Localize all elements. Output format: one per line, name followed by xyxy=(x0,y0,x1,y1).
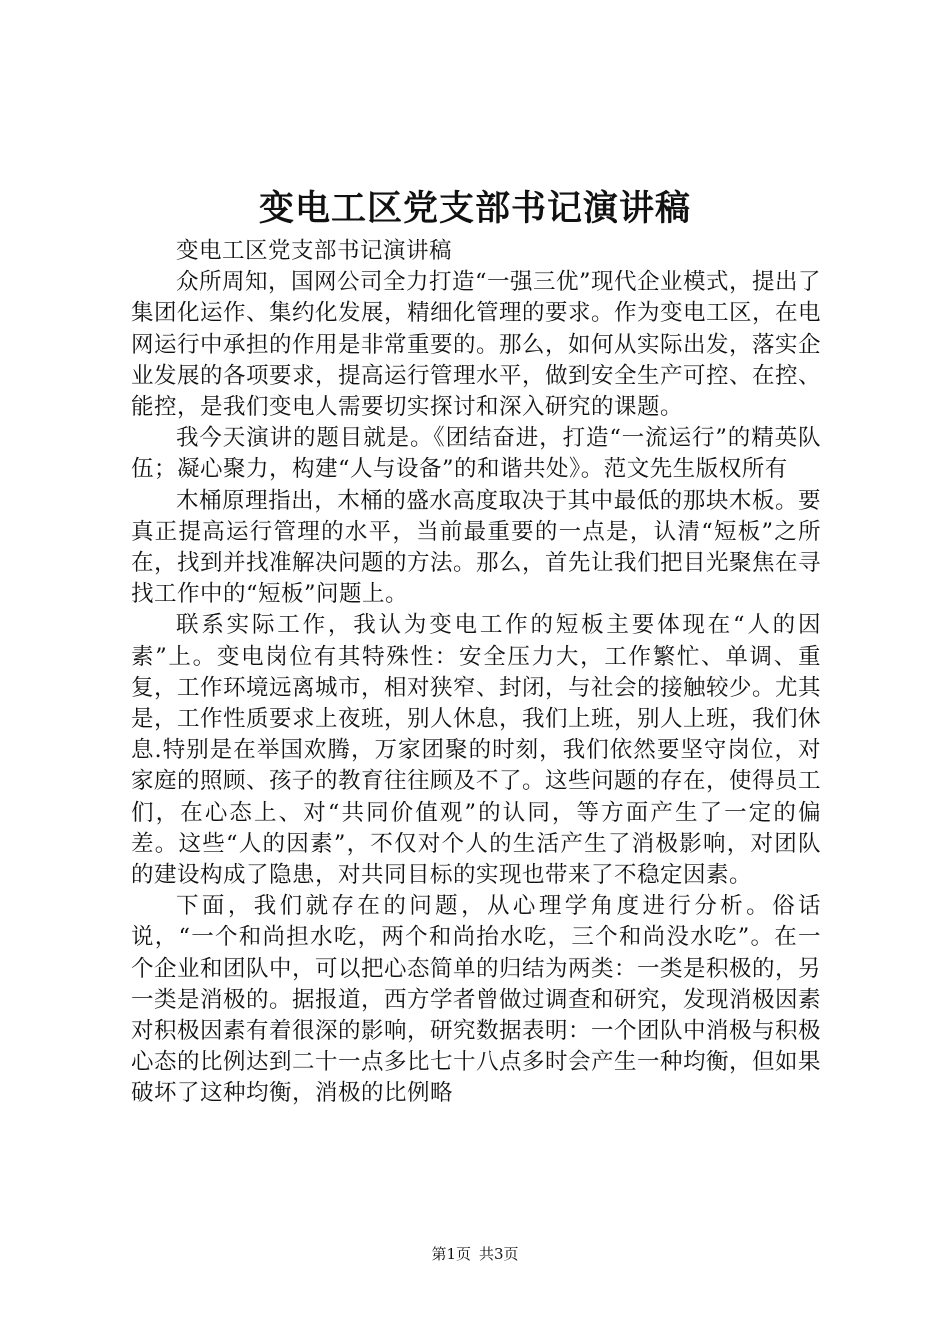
paragraph: 众所周知，国网公司全力打造“一强三优”现代企业模式，提出了集团化运作、集约化发展，精细化管理的要求。作为变电工区，在电网运行中承担的作用是非常重要的。那么，如何从实际出发，落实企业发展的各项要求，提高运行管理水平，做到安全生产可控、在控、能控，是我们变电人需要切实探讨和深入研究的课题。 xyxy=(131,269,822,421)
paragraph: 下面，我们就存在的问题，从心理学角度进行分析。俗话说，“一个和尚担水吃，两个和尚抬水吃，三个和尚没水吃”。在一个企业和团队中，可以把心态简单的归结为两类：一类是积极的，另一类是消极的。据报道，西方学者曾做过调查和研究，发现消极因素对积极因素有着很深的影响，研究数据表明：一个团队中消极与积极心态的比例达到二十一点多比七十八点多时会产生一种均衡，但如果破坏了这种均衡，消极的比例略 xyxy=(131,893,822,1107)
document-body xyxy=(131,236,821,1110)
paragraph: 变电工区党支部书记演讲稿 xyxy=(176,238,453,264)
paragraph: 我今天演讲的题目就是。《团结奋进，打造“一流运行”的精英队伍；凝心聚力，构建“人与设备”的和谐共处》。范文先生版权所有 xyxy=(131,425,821,483)
page-number: 第1页 xyxy=(431,1245,471,1263)
page-total: 共3页 xyxy=(479,1245,519,1263)
document-title: 变电工区党支部书记演讲稿 xyxy=(258,188,691,229)
page-footer xyxy=(0,1244,950,1264)
paragraph: 联系实际工作，我认为变电工作的短板主要体现在“人的因素”上。变电岗位有其特殊性：安全压力大，工作繁忙、单调、重复，工作环境远离城市，相对狭窄、封闭，与社会的接触较少。尤其是，工作性质要求上夜班，别人休息，我们上班，别人上班，我们休息.特别是在举国欢腾，万家团聚的时刻，我们依然要坚守岗位，对家庭的照顾、孩子的教育往往顾及不了。这些问题的存在，使得员工们，在心态上、对“共同价值观”的认同，等方面产生了一定的偏差。这些“人的因素”，不仅对个人的生活产生了消极影响，对团队的建设构成了隐患，对共同目标的实现也带来了不稳定因素。 xyxy=(131,612,822,889)
paragraph: 木桶原理指出，木桶的盛水高度取决于其中最低的那块木板。要真正提高运行管理的水平，当前最重要的一点是，认清“短板”之所在，找到并找准解决问题的方法。那么，首先让我们把目光聚焦在寻找工作中的“短板”问题上。 xyxy=(131,487,822,608)
